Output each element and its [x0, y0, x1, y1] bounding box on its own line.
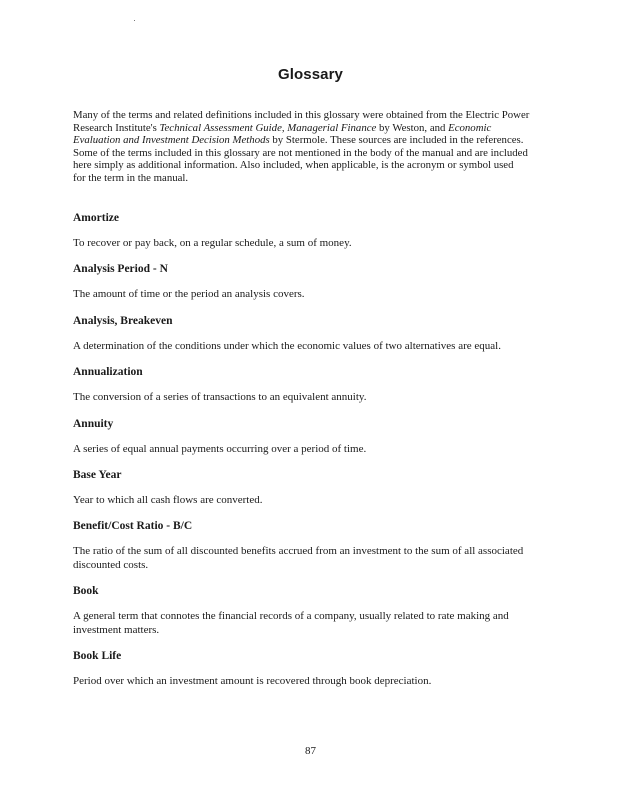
definition-line: To recover or pay back, on a regular schedule, a sum of money.: [73, 237, 352, 249]
intro-reference-title: Technical Assessment Guide, Managerial Finance: [159, 121, 377, 134]
intro-line-2: [73, 122, 553, 135]
glossary-term: Book: [73, 585, 99, 598]
definition-line: A series of equal annual payments occurring over a period of time.: [73, 442, 367, 455]
glossary-definition: [73, 545, 553, 572]
glossary-entry: [73, 584, 553, 637]
glossary-term: Analysis Period - N: [73, 263, 168, 276]
intro-text: Research Institute's: [73, 121, 160, 134]
glossary-term: Benefit/Cost Ratio - B/C: [73, 520, 193, 533]
definition-line: A general term that connotes the financial records of a company, usually related to rate making and: [73, 610, 509, 623]
glossary-entry: [73, 519, 553, 572]
glossary-entry: [73, 211, 553, 250]
intro-text: by Weston, and: [376, 121, 449, 134]
definition-line: Year to which all cash flows are converted.: [73, 494, 263, 507]
definition-line: The ratio of the sum of all discounted benefits accrued from an investment to the sum of all associated: [73, 545, 524, 558]
glossary-term: Base Year: [73, 469, 122, 482]
glossary-definition: [73, 288, 553, 301]
glossary-definition: [73, 443, 553, 456]
glossary-terms: [73, 211, 553, 700]
glossary-term: Book Life: [73, 650, 122, 663]
scan-speck: [134, 20, 135, 21]
glossary-definition: [73, 610, 553, 637]
glossary-term: Annuity: [73, 417, 114, 430]
definition-line: investment matters.: [73, 623, 160, 636]
page-number: 87: [305, 745, 316, 757]
intro-paragraph: [73, 109, 553, 185]
glossary-entry: [73, 417, 553, 456]
glossary-definition: [73, 494, 553, 507]
intro-line-1: Many of the terms and related definitions included in this glossary were obtained from the Electric Power: [73, 109, 530, 121]
intro-line-3: [73, 134, 553, 147]
glossary-term: Annualization: [73, 366, 143, 379]
page-title: Glossary: [277, 66, 343, 83]
glossary-term: Analysis, Breakeven: [73, 314, 173, 327]
glossary-entry: [73, 262, 553, 301]
glossary-entry: [73, 468, 553, 507]
intro-text: by Stermole. These sources are included in the references.: [269, 134, 524, 147]
definition-line: Period over which an investment amount is recovered through book depreciation.: [73, 675, 432, 688]
glossary-definition: [73, 340, 553, 353]
glossary-entry: [73, 365, 553, 404]
intro-line-4: Some of the terms included in this glossary are not mentioned in the body of the manual and are included: [73, 146, 528, 159]
glossary-entry: [73, 314, 553, 353]
glossary-definition: [73, 675, 553, 688]
glossary-definition: [73, 237, 553, 250]
intro-line-6: for the term in the manual.: [73, 171, 189, 184]
glossary-entry: [73, 649, 553, 688]
definition-line: The conversion of a series of transactions to an equivalent annuity.: [73, 391, 367, 404]
intro-reference-title: Evaluation and Investment Decision Methods: [73, 134, 270, 147]
intro-reference-title: Economic: [448, 121, 492, 134]
glossary-term: Amortize: [73, 212, 119, 224]
intro-line-5: here simply as additional information. Also included, when applicable, is the acronym or symbol used: [73, 159, 514, 172]
definition-line: A determination of the conditions under which the economic values of two alternatives are equal.: [73, 339, 501, 352]
glossary-definition: [73, 391, 553, 404]
definition-line: The amount of time or the period an analysis covers.: [73, 288, 305, 301]
definition-line: discounted costs.: [73, 558, 149, 571]
